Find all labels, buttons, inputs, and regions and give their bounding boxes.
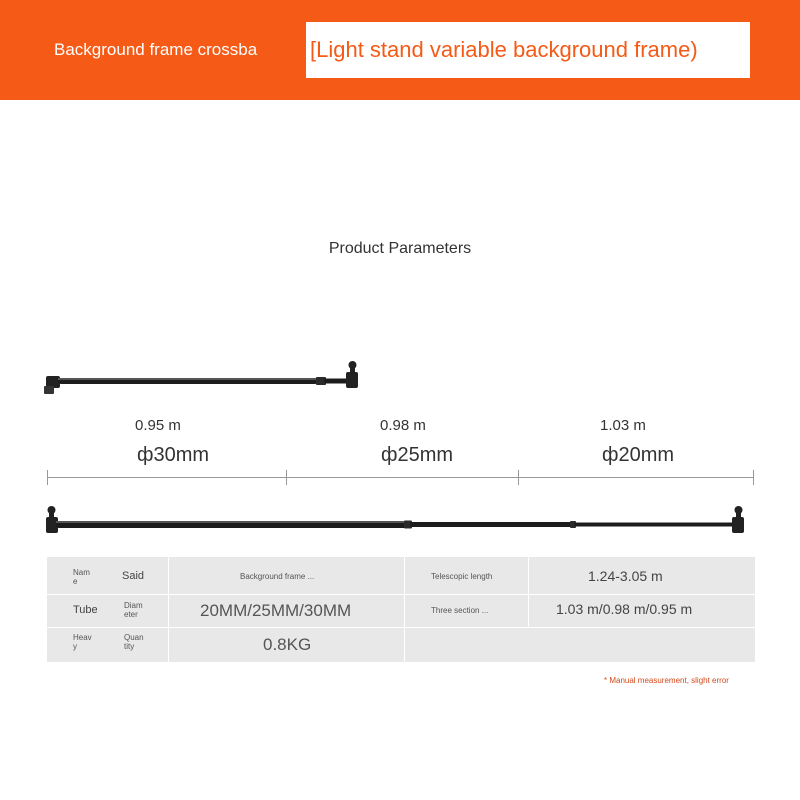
dimension-tick [753, 470, 754, 485]
dimension-tick [518, 470, 519, 485]
pole-end-knob-icon [46, 506, 58, 533]
collapsed-pole-image [40, 360, 370, 400]
measurement-note: * Manual measurement, slight error [604, 676, 729, 685]
row3-label-b: Quan tity [124, 633, 144, 651]
extended-pole-image [40, 505, 760, 545]
section-title: Product Parameters [328, 240, 472, 257]
segment-3-length: 1.03 m [600, 417, 646, 434]
telescopic-value: 1.24-3.05 m [588, 568, 663, 584]
row2-label-b: Diam eter [124, 601, 143, 619]
banner-title-right: [Light stand variable background frame) [306, 22, 750, 78]
row3-label-a: Heav y [73, 633, 92, 651]
name-value: Background frame ... [240, 572, 315, 581]
row1-label-b: Said [122, 570, 145, 582]
header-banner [0, 0, 800, 100]
segment-1-diameter: ф30mm [137, 444, 210, 466]
weight-value: 0.8KG [263, 635, 312, 654]
banner-title-left: Background frame crossba [48, 22, 324, 78]
three-section-label: Three section ... [431, 606, 489, 615]
pole-end-knob-icon [346, 361, 358, 388]
segment-2-diameter: ф25mm [381, 444, 454, 466]
dimension-tick [47, 470, 48, 485]
pole-end-clamp-icon [44, 376, 60, 394]
telescopic-label: Telescopic length [431, 572, 493, 581]
spec-table [47, 557, 755, 662]
segment-1-length: 0.95 m [135, 417, 181, 434]
row2-label-a: Tube [73, 604, 98, 616]
segment-2-length: 0.98 m [380, 417, 426, 434]
diameter-value: 20MM/25MM/30MM [200, 601, 352, 620]
pole-end-knob-icon [732, 506, 744, 533]
row1-label-a: Nam e [73, 568, 90, 586]
dimension-line [47, 477, 754, 478]
segment-3-diameter: ф20mm [602, 444, 675, 466]
dimension-tick [286, 470, 287, 485]
three-section-value: 1.03 m/0.98 m/0.95 m [556, 601, 693, 617]
